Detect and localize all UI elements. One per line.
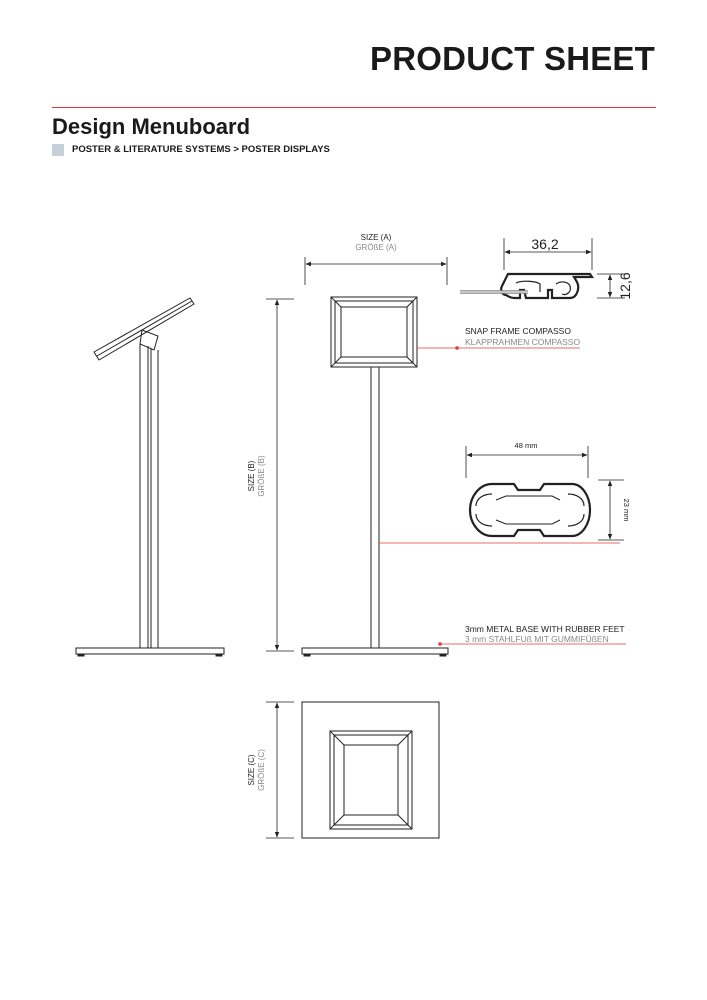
- frame-callout-label: SNAP FRAME COMPASSO: [465, 326, 571, 336]
- base-callout-label: 3mm METAL BASE WITH RUBBER FEET: [465, 624, 625, 634]
- size-c-label: SIZE (C): [247, 754, 256, 786]
- frame-height-label: 12,6: [617, 272, 633, 300]
- post-profile: [470, 484, 590, 536]
- side-view-panel: [94, 298, 194, 360]
- front-view: [302, 297, 448, 656]
- front-view-post: [371, 367, 379, 648]
- size-c-label-de: GRÖßE (C): [257, 749, 266, 791]
- size-a-label: SIZE (A): [360, 233, 392, 242]
- front-view-base: [302, 648, 448, 656]
- size-b-dimension: [247, 299, 294, 651]
- profile-width-label: 48 mm: [514, 441, 538, 450]
- frame-callout-label-de: KLAPPRAHMEN COMPASSO: [465, 337, 581, 347]
- size-b-label-de: GRÖßE (B): [257, 455, 266, 497]
- side-view-bracket: [140, 330, 158, 350]
- post-profile-detail: [466, 446, 624, 540]
- product-title: Design Menuboard: [52, 114, 251, 139]
- base-callout: [438, 624, 626, 646]
- breadcrumb: POSTER & LITERATURE SYSTEMS > POSTER DISPLAYS: [72, 144, 330, 155]
- side-view-base: [76, 648, 224, 656]
- size-b-label: SIZE (B): [247, 460, 256, 492]
- frame-profile: [501, 274, 592, 298]
- profile-height-label: 23 mm: [622, 498, 631, 522]
- size-a-label-de: GRÖßE (A): [355, 243, 397, 252]
- side-view-post: [140, 344, 158, 648]
- sheet-title: PRODUCT SHEET: [370, 40, 655, 77]
- side-view: [76, 298, 224, 656]
- size-a-dimension: [305, 233, 447, 285]
- size-c-dimension: [247, 702, 294, 838]
- frame-callout: [417, 326, 580, 350]
- frame-width-label: 36,2: [531, 236, 559, 252]
- front-view-frame: [331, 297, 417, 367]
- base-callout-label-de: 3 mm STAHLFUß MIT GUMMIFÜßEN: [465, 634, 609, 644]
- top-view: [302, 702, 439, 838]
